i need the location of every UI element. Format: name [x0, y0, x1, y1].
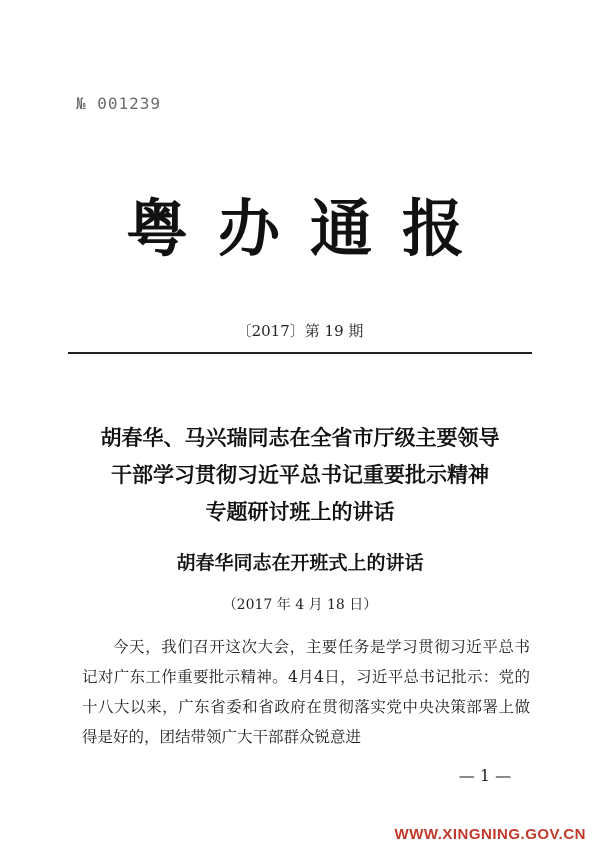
serial-number: № 001239 — [76, 94, 162, 113]
title-line: 干部学习贯彻习近平总书记重要批示精神 — [111, 463, 489, 487]
page-number: — 1 — — [458, 766, 512, 785]
title-line: 胡春华、马兴瑞同志在全省市厅级主要领导 — [100, 426, 500, 450]
speech-subtitle: 胡春华同志在开班式上的讲话 — [176, 552, 424, 574]
masthead-title: 粤办通报 — [125, 192, 494, 265]
issue-number: 〔2017〕第 19 期 — [236, 322, 364, 340]
header-divider — [68, 352, 532, 354]
document-title — [0, 420, 600, 531]
body-text — [82, 632, 530, 752]
speech-date: （2017 年 4 月 18 日） — [222, 597, 378, 613]
body-paragraph: 今天，我们召开这次大会，主要任务是学习贯彻习近平总书记对广东工作重要批示精神。4月4日，习近平总书记批示：党的十八大以来，广东省委和省政府在贯彻落实党中央决策部署上做得是好的，团结带领广大干部群众锐意进 — [82, 638, 530, 746]
title-line: 专题研讨班上的讲话 — [205, 500, 395, 524]
site-watermark: WWW.XINGNING.GOV.CN — [394, 826, 586, 843]
